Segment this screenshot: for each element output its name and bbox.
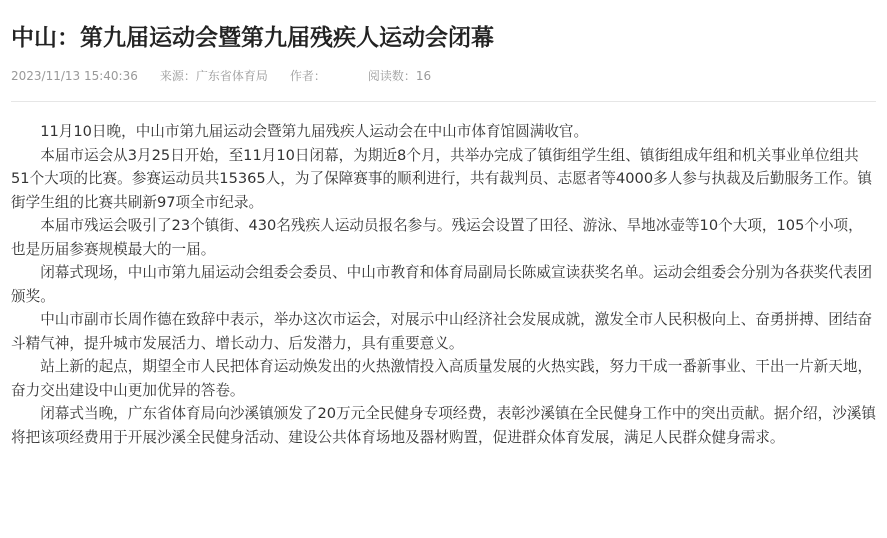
article-title: 中山：第九届运动会暨第九届残疾人运动会闭幕 (11, 25, 494, 51)
paragraph: 中山市副市长周作德在致辞中表示，举办这次市运会，对展示中山经济社会发展成就，激发全市人民积极向上、奋勇拼搏、团结奋斗精气神，提升城市发展活力、增长动力、后发潜力，具有重要意义。 (11, 311, 873, 352)
divider (11, 101, 876, 102)
publish-date: 2023/11/13 15:40:36 (11, 69, 138, 83)
paragraph: 闭幕式当晚，广东省体育局向沙溪镇颁发了20万元全民健身专项经费，表彰沙溪镇在全民健身工作中的突出贡献。据介绍，沙溪镇将把该项经费用于开展沙溪全民健身活动、建设公共体育场地及器材购置，促进群众体育发展，满足人民群众健身需求。 (11, 405, 877, 446)
source: 来源：广东省体育局 (159, 69, 268, 83)
author (290, 68, 350, 84)
paragraph: 11月10日晚，中山市第九届运动会暨第九届残疾人运动会在中山市体育馆圆满收官。 (40, 123, 589, 140)
paragraph: 本届市残运会吸引了23个镇街、430名残疾人运动员报名参与。残运会设置了田径、游泳、旱地冰壶等10个大项，105个小项，也是历届参赛规模最大的一届。 (11, 217, 863, 258)
paragraph: 站上新的起点，期望全市人民把体育运动焕发出的火热激情投入高质量发展的火热实践，努力干成一番新事业、干出一片新天地，奋力交出建设中山更加优异的答卷。 (11, 358, 873, 399)
author-label: 作者： (289, 69, 326, 83)
paragraph: 本届市运会从3月25日开始，至11月10日闭幕，为期近8个月，共举办完成了镇街组学生组、镇街组成年组和机关事业单位组共51个大项的比赛。参赛运动员共15365人，为了保障赛事的顺利进行，共有裁判员、志愿者等4000多人参与执裁及后勤服务工作。镇街学生组的比赛共刷新97项全市纪录。 (11, 146, 873, 211)
article-meta (11, 68, 876, 84)
article-body (11, 120, 876, 449)
paragraph: 闭幕式现场，中山市第九届运动会组委会委员、中山市教育和体育局副局长陈威宣读获奖名单。运动会组委会分别为各获奖代表团颁奖。 (11, 264, 873, 305)
view-count: 阅读数：16 (367, 69, 432, 83)
